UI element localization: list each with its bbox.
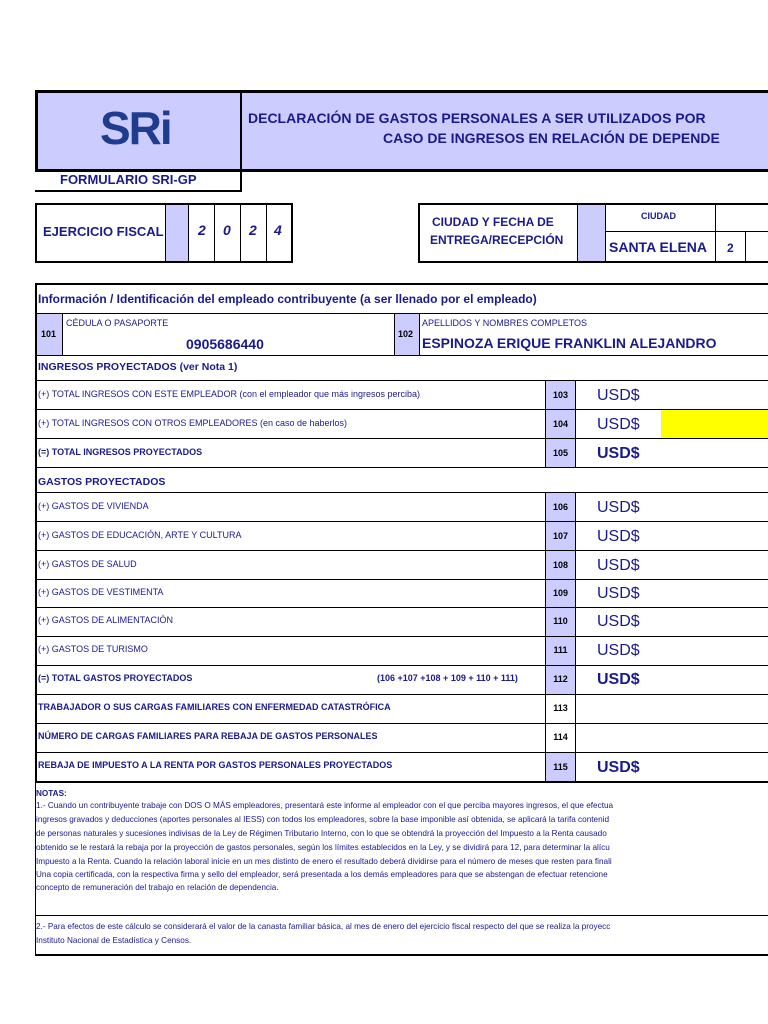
- sri-logo: SRi: [100, 102, 171, 154]
- city-sep-4: [745, 231, 746, 261]
- row-112-currency[interactable]: USD$: [597, 671, 640, 688]
- row-110-label: (+) GASTOS DE ALIMENTACIÓN: [38, 615, 173, 625]
- row-114-code: 114: [553, 732, 568, 742]
- note1-line2: ingresos gravados y deducciones (aportes personales al IESS) con todos los empleadores, sobre la base imponible así obtenida, se aplicará la tarifa contenid: [36, 815, 610, 824]
- notes-separator: [36, 915, 768, 916]
- row-108-code: 108: [546, 560, 575, 570]
- row-113-code: 113: [553, 703, 568, 713]
- row-111-currency[interactable]: USD$: [597, 642, 640, 659]
- notes-title: NOTAS:: [36, 789, 67, 798]
- row-109-currency[interactable]: USD$: [597, 585, 640, 602]
- row-110-currency[interactable]: USD$: [597, 613, 640, 630]
- row-104-highlight: [661, 410, 768, 438]
- fiscal-digit-2[interactable]: 0: [223, 222, 231, 238]
- form-label: FORMULARIO SRI-GP: [60, 172, 197, 187]
- row-108-currency[interactable]: USD$: [597, 557, 640, 574]
- page-title-line2: CASO DE INGRESOS EN RELACIÓN DE DEPENDE: [383, 130, 720, 146]
- note2-line2: Instituto Nacional de Estadística y Censos.: [36, 936, 192, 945]
- row-112-label: (=) TOTAL GASTOS PROYECTADOS: [38, 673, 193, 683]
- row-106-currency[interactable]: USD$: [597, 499, 640, 516]
- row-107-code: 107: [546, 531, 575, 541]
- form-label-bottom: [35, 190, 242, 192]
- city-sep-1: [577, 205, 578, 261]
- city-value[interactable]: SANTA ELENA: [609, 239, 707, 255]
- ingresos-title: INGRESOS PROYECTADOS (ver Nota 1): [38, 361, 238, 373]
- id-label: CÉDULA O PASAPORTE: [66, 318, 169, 328]
- row-103-label: (+) TOTAL INGRESOS CON ESTE EMPLEADOR (con el empleador que más ingresos perciba): [38, 389, 421, 399]
- row-103-currency[interactable]: USD$: [597, 387, 640, 404]
- row-109-code: 109: [546, 588, 575, 598]
- fiscal-sep-1: [165, 205, 166, 261]
- fiscal-sep-3: [214, 205, 215, 261]
- city-sep-2: [605, 205, 606, 261]
- row-108-line: [36, 579, 768, 580]
- row-104-label: (+) TOTAL INGRESOS CON OTROS EMPLEADORES (en caso de haberlos): [38, 418, 348, 428]
- row-107-line: [36, 550, 768, 551]
- info-section-title: Información / Identificación del empleado contribuyente (a ser llenado por el empleado): [38, 292, 537, 306]
- row-114-line: [36, 752, 768, 753]
- row-106-line: [36, 521, 768, 522]
- fiscal-label: EJERCICIO FISCAL: [43, 224, 164, 239]
- row-113-label: TRABAJADOR O SUS CARGAS FAMILIARES CON ENFERMEDAD CATASTRÓFICA: [38, 702, 391, 712]
- row-115-label: REBAJA DE IMPUESTO A LA RENTA POR GASTOS PERSONALES PROYECTADOS: [38, 760, 393, 770]
- name-code: 102: [398, 329, 414, 339]
- row-112-formula: (106 +107 +108 + 109 + 110 + 111): [377, 673, 518, 683]
- fiscal-gap: [166, 205, 188, 261]
- id-code-sep: [62, 314, 63, 355]
- name-label: APELLIDOS Y NOMBRES COMPLETOS: [422, 318, 588, 328]
- fiscal-digit-3[interactable]: 2: [249, 222, 257, 238]
- fiscal-sep-2: [188, 205, 189, 261]
- note1-line4: obtenido se le restará la rebaja por la proyección de gastos personales, según los límites establecidos en la Ley, y se dividirá para 12, para determinar la alícu: [36, 843, 610, 852]
- note1-line1: 1.- Cuando un contribuyente trabaje con DOS O MÁS empleadores, presentará este informe al empleador con el que perciba mayores ingresos, el que efectua: [36, 801, 614, 810]
- city-sep-3: [715, 205, 716, 261]
- id-row-line: [36, 355, 768, 356]
- city-date-label-1: CIUDAD Y FECHA DE: [432, 215, 554, 229]
- note1-line7: concepto de remuneración del trabajo en relación de dependencia.: [36, 883, 279, 892]
- row-110-line: [36, 636, 768, 637]
- fiscal-digit-4[interactable]: 4: [274, 222, 282, 238]
- row-114-label: NÚMERO DE CARGAS FAMILIARES PARA REBAJA DE GASTOS PERSONALES: [38, 731, 378, 741]
- note1-line3: de personas naturales y sucesiones indivisas de la Ley de Régimen Tributario Interno, con lo que se obtendrá la proyección del Impuesto a la Renta causado: [36, 829, 607, 838]
- name-value[interactable]: ESPINOZA ERIQUE FRANKLIN ALEJANDRO: [422, 335, 717, 351]
- ingresos-title-line: [36, 380, 768, 381]
- name-code-sep: [419, 314, 420, 355]
- city-header: CIUDAD: [641, 211, 676, 221]
- row-111-code: 111: [546, 645, 575, 655]
- row-109-label: (+) GASTOS DE VESTIMENTA: [38, 587, 164, 597]
- city-header-line: [605, 231, 768, 232]
- row-115-code: 115: [546, 762, 575, 772]
- row-112-line: [36, 694, 768, 695]
- fiscal-digit-1[interactable]: 2: [198, 222, 206, 238]
- row-109-line: [36, 607, 768, 608]
- id-value[interactable]: 0905686440: [186, 336, 264, 352]
- code-col-right: [575, 380, 576, 467]
- row-110-code: 110: [546, 616, 575, 626]
- row-105-label: (=) TOTAL INGRESOS PROYECTADOS: [38, 447, 203, 457]
- row-104-line: [36, 438, 768, 439]
- row-108-label: (+) GASTOS DE SALUD: [38, 559, 137, 569]
- row-105-code: 105: [546, 448, 575, 458]
- fiscal-sep-4: [240, 205, 241, 261]
- note2-line1: 2.- Para efectos de este cálculo se considerará el valor de la canasta familiar básica, al mes de enero del ejercicio fiscal respecto del que se realiza la proyecc: [36, 922, 611, 931]
- fiscal-sep-5: [266, 205, 267, 261]
- row-106-code: 106: [546, 502, 575, 512]
- row-107-currency[interactable]: USD$: [597, 528, 640, 545]
- row-105-line: [36, 467, 768, 468]
- row-105-currency[interactable]: USD$: [597, 445, 640, 462]
- row-111-label: (+) GASTOS DE TURISMO: [38, 644, 148, 654]
- row-111-line: [36, 665, 768, 666]
- note1-line6: Una copia certificada, con la respectiva firma y sello del empleador, será presentada a los demás empleadores para que se abstengan de efectuar retencione: [36, 870, 608, 879]
- date-partial[interactable]: 2: [727, 241, 734, 255]
- row-107-label: (+) GASTOS DE EDUCACIÓN, ARTE Y CULTURA: [38, 530, 242, 540]
- row-106-label: (+) GASTOS DE VIVIENDA: [38, 501, 149, 511]
- page-title-line1: DECLARACIÓN DE GASTOS PERSONALES A SER UTILIZADOS POR: [248, 110, 706, 126]
- city-date-label-2: ENTREGA/RECEPCIÓN: [430, 233, 564, 247]
- row-104-code: 104: [546, 419, 575, 429]
- gastos-title-line: [36, 492, 768, 493]
- gastos-title: GASTOS PROYECTADOS: [38, 476, 166, 488]
- row-104-currency[interactable]: USD$: [597, 416, 640, 433]
- row-113-line: [36, 723, 768, 724]
- row-112-code: 112: [546, 674, 575, 684]
- row-103-code: 103: [546, 390, 575, 400]
- city-gap: [578, 205, 605, 261]
- note1-line5: Impuesto a la Renta. Cuando la relación laboral inicie en un mes distinto de enero el resultado deberá dividirse para el número de meses que resten para finali: [36, 857, 612, 866]
- row-115-currency[interactable]: USD$: [597, 759, 640, 776]
- id-code: 101: [41, 329, 57, 339]
- row-103-line: [36, 409, 768, 410]
